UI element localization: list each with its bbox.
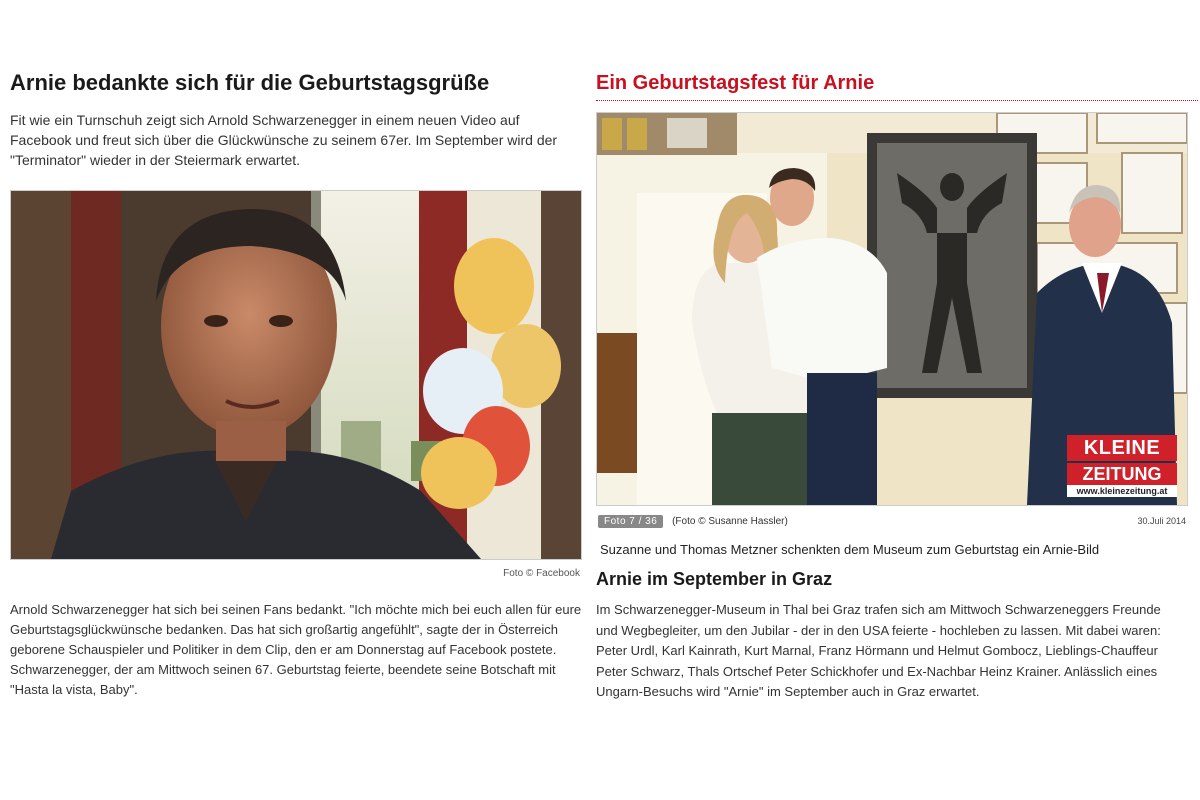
left-article-title[interactable]: Arnie bedankte sich für die Geburtstagsgrüße: [10, 70, 490, 95]
logo-line2: ZEITUNG: [1067, 463, 1177, 485]
left-photo-credit: Foto © Facebook: [503, 568, 580, 579]
logo-line1: KLEINE: [1067, 435, 1177, 461]
kleine-zeitung-logo: [1067, 435, 1177, 497]
left-article-lead: Fit wie ein Turnschuh zeigt sich Arnold Schwarzenegger in einem neuen Video auf Facebook und freut sich über die Glückwünsche zu seinem 67er. Im September wird der "Terminator" wieder in der Steiermark erwartet.: [10, 112, 558, 168]
right-article: [596, 68, 1200, 699]
video-still-photo[interactable]: [10, 190, 582, 560]
right-article-subtitle: Arnie im September in Graz: [596, 569, 833, 589]
gallery-title[interactable]: Ein Geburtstagsfest für Arnie: [596, 72, 875, 94]
photo-caption: Suzanne und Thomas Metzner schenkten dem Museum zum Geburtstag ein Arnie-Bild: [600, 542, 1100, 557]
left-article-body: Arnold Schwarzenegger hat sich bei seinen Fans bedankt. "Ich möchte mich bei euch allen für eure Geburtstagsglückwünsche bedanken. Das hat sich großartig angefühlt", sagte der in Österreich geborene Schauspieler und Politiker in dem Clip, den er am Donnerstag auf Facebook postete. Schwarzenegger, der am Mittwoch seinen 67. Geburtstag feierte, beendete seine Botschaft mit "Hasta la vista, Baby".: [10, 602, 582, 697]
right-photo-credit: (Foto © Susanne Hassler): [672, 516, 788, 527]
gallery-photo[interactable]: [596, 112, 1188, 506]
video-still-illustration: [11, 191, 581, 559]
photo-counter[interactable]: Foto 7 / 36: [598, 515, 663, 528]
photo-meta-row: [598, 515, 1186, 531]
left-article: [10, 68, 582, 697]
title-divider: [596, 100, 1198, 101]
right-article-body: Im Schwarzenegger-Museum in Thal bei Graz trafen sich am Mittwoch Schwarzeneggers Freunde und Wegbegleiter, um den Jubilar - der in den USA feierte - hochleben zu lassen. Mit dabei waren: Peter Urdl, Karl Kainrath, Kurt Marnal, Franz Hörmann und Helmut Gombocz, Lieblings-Chauffeur Peter Schwarz, Thals Ortschef Peter Schickhofer und Ex-Nachbar Heinz Krainer. Anlässlich eines Ungarn-Besuchs wird "Arnie" im September auch in Graz erwartet.: [596, 602, 1161, 699]
logo-url: www.kleinezeitung.at: [1067, 485, 1177, 497]
photo-date: 30.Juli 2014: [1137, 516, 1186, 526]
